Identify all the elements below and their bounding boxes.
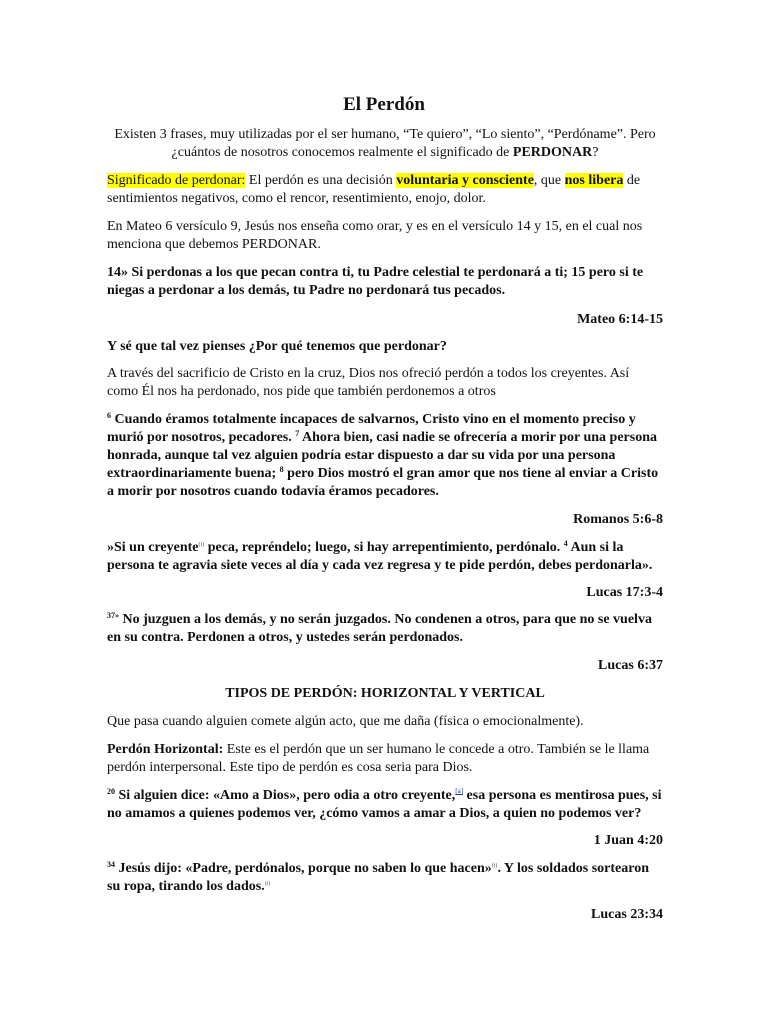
lucas23-text-2: . Y los soldados sortearon su ropa, tirando los dados. — [107, 861, 649, 894]
verse-number: 20 — [107, 787, 115, 796]
footnote-link[interactable]: [a] — [455, 787, 464, 795]
verse-lucas-17 — [107, 539, 663, 575]
lucas23-text-1: Jesús dijo: «Padre, perdónalos, porque no saben lo que hacen» — [115, 861, 492, 876]
verse-lucas-23 — [107, 860, 663, 896]
lucas17-text-3: Aun si la persona te agravia siete veces al día y cada vez regresa y te pide perdón, debes perdonarla». — [107, 540, 653, 573]
footnote-marker[interactable]: (i) — [491, 863, 498, 869]
significado-text-3: de sentimientos negativos, como el rencor, resentimiento, enojo, dolor. — [107, 173, 641, 206]
significado-text-1: El perdón es una decisión — [245, 173, 397, 188]
verse-lucas-6 — [107, 611, 663, 647]
ref-romanos: Romanos 5:6-8 — [573, 512, 663, 527]
ref-lucas-6: Lucas 6:37 — [598, 658, 663, 673]
verse-number: 34 — [107, 860, 115, 869]
significado-label: Significado de perdonar: — [107, 173, 246, 188]
lucas17-text-1: »Si un creyente — [107, 540, 199, 555]
ref-mateo: Mateo 6:14-15 — [577, 312, 663, 327]
verse-number: 7 — [295, 429, 300, 438]
footnote-marker[interactable]: (i) — [264, 881, 271, 887]
verse-mateo: 14» Si perdonas a los que pecan contra ti, tu Padre celestial te perdonará a ti; 15 pero si te niegas a perdonar a los demás, tu Padre no perdonará tus pecados. — [107, 265, 644, 298]
highlight-nos-libera: nos libera — [564, 173, 624, 188]
intro-text: Existen 3 frases, muy utilizadas por el ser humano, “Te quiero”, “Lo siento”, “Perdóname”. Pero ¿cuántos de nosotros conocemos realmente el significado de — [114, 127, 656, 160]
juan-text-2: esa persona es mentirosa pues, si no amamos a quienes podemos ver, ¿cómo vamos a amar a Dios, a quien no podemos ver? — [107, 788, 662, 821]
horizontal-paragraph — [107, 741, 663, 777]
tipos-heading: TIPOS DE PERDÓN: HORIZONTAL Y VERTICAL — [225, 686, 545, 701]
romanos-text-6: Cuando éramos totalmente incapaces de salvarnos, Cristo vino en el momento preciso y murió por nosotros, pecadores. — [107, 412, 636, 445]
highlight-voluntaria: voluntaria y consciente — [396, 173, 534, 188]
horizontal-label: Perdón Horizontal: — [107, 742, 224, 757]
mateo-intro-paragraph: En Mateo 6 versículo 9, Jesús nos enseña como orar, y es en el versículo 14 y 15, en el cual nos menciona que debemos PERDONAR. — [107, 219, 643, 252]
juan-text-1: Si alguien dice: «Amo a Dios», pero odia a otro creyente, — [115, 788, 456, 803]
page-title: El Perdón — [343, 94, 425, 115]
question-heading: Y sé que tal vez pienses ¿Por qué tenemos que perdonar? — [107, 339, 447, 354]
verse-number: 6 — [107, 411, 111, 420]
cristo-paragraph: A través del sacrificio de Cristo en la cruz, Dios nos ofreció perdón a todos los creyentes. Así como Él nos ha perdonado, nos pide que también perdonemos a otros — [107, 366, 630, 399]
verse-romanos — [107, 411, 663, 501]
romanos-text-7: Ahora bien, casi nadie se ofrecería a morir por una persona honrada, aunque tal vez alguien podría estar dispuesto a dar su vida por una persona extraordinariamente buena; — [107, 430, 657, 481]
significado-text-2: , que — [533, 173, 565, 188]
verse-number: 4 — [563, 539, 568, 548]
verse-juan — [107, 787, 663, 823]
romanos-text-8: pero Dios mostró el gran amor que nos tiene al enviar a Cristo a morir por nosotros cuando todavía éramos pecadores. — [107, 466, 659, 499]
ref-juan: 1 Juan 4:20 — [593, 833, 663, 848]
verse-number: 37» — [107, 611, 119, 620]
lucas17-text-2: peca, repréndelo; luego, si hay arrepentimiento, perdónalo. — [204, 540, 564, 555]
que-pasa-paragraph: Que pasa cuando alguien comete algún acto, que me daña (física o emocionalmente). — [107, 714, 584, 729]
verse-number: 8 — [279, 465, 284, 474]
horizontal-text: Este es el perdón que un ser humano le concede a otro. También se le llama perdón interpersonal. Este tipo de perdón es cosa seria para Dios. — [107, 742, 650, 775]
intro-bold-word: PERDONAR — [512, 145, 593, 160]
significado-paragraph — [107, 172, 663, 208]
lucas6-text: No juzguen a los demás, y no serán juzgados. No condenen a otros, para que no se vuelva en su contra. Perdonen a otros, y ustedes serán perdonados. — [107, 612, 652, 645]
ref-lucas-17: Lucas 17:3-4 — [586, 585, 663, 600]
intro-end: ? — [592, 145, 599, 160]
footnote-marker[interactable]: (i) — [198, 542, 205, 548]
intro-paragraph — [107, 126, 663, 162]
ref-lucas-23: Lucas 23:34 — [591, 907, 663, 922]
